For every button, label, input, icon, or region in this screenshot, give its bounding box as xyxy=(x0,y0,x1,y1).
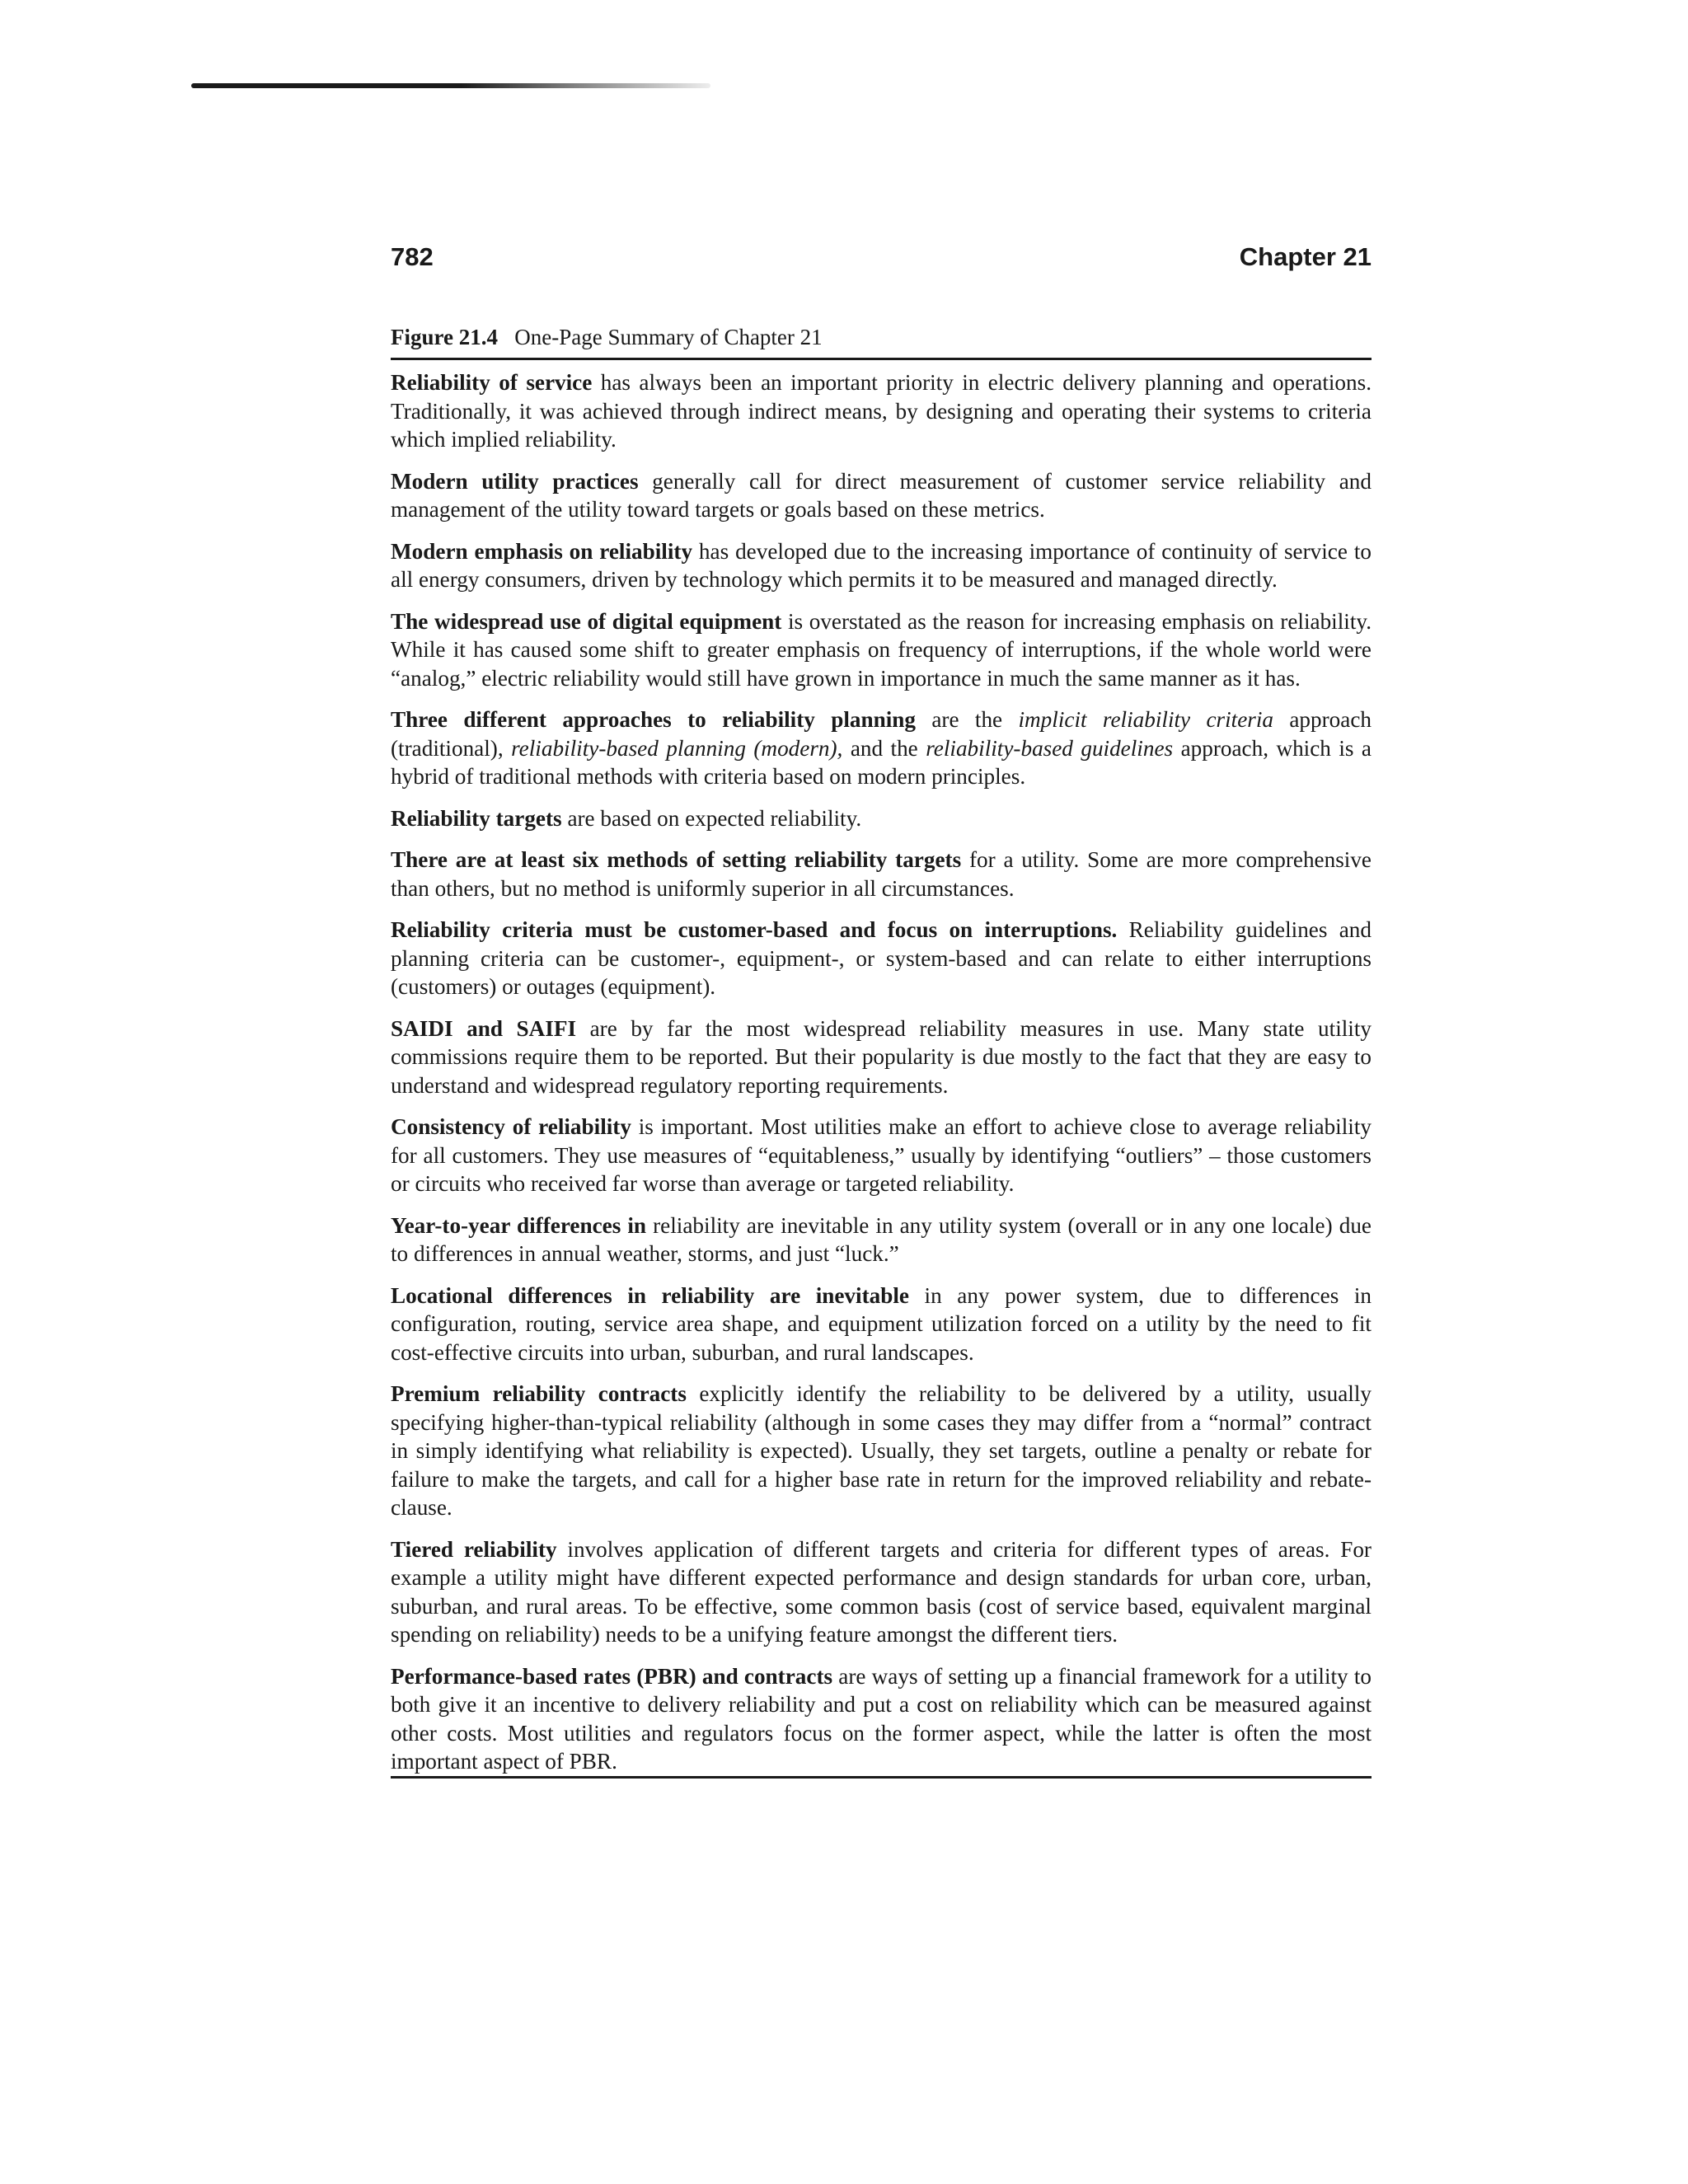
paragraph-lead: Premium reliability contracts xyxy=(391,1381,687,1406)
paragraph-text: are ways of setting up a financial framework for a utility to both give it an incentive to delivery reliability and put a cost on reliability which can be measured against other costs. Most utilities and regulators focus on the former aspect, while the latter is often the most important aspect of PBR. xyxy=(391,1663,1372,1774)
figure-title: One-Page Summary of Chapter 21 xyxy=(514,325,823,349)
paragraph-lead: Performance-based rates (PBR) and contracts xyxy=(391,1663,833,1689)
paragraph-text: explicitly identify the reliability to be delivered by a utility, usually specifying higher-than-typical reliability (although in some cases they may differ from a “normal” contract in simply identifying what reliability is expected). Usually, they set targets, outline a penalty or rebate for failure to make the targets, and call for a higher base rate in return for the improved reliability and rebate-clause. xyxy=(391,1381,1372,1520)
paragraph-lead: Tiered reliability xyxy=(391,1536,557,1562)
summary-paragraph xyxy=(391,1662,1372,1776)
paragraph-text: are based on expected reliability. xyxy=(561,805,862,831)
summary-paragraph xyxy=(391,705,1372,791)
chapter-heading: Chapter 21 xyxy=(1239,242,1372,271)
scan-edge-mark xyxy=(191,83,710,88)
summary-paragraph xyxy=(391,1535,1372,1649)
paragraph-text: approach (traditional), xyxy=(391,707,1372,761)
paragraph-lead: There are at least six methods of setting reliability targets xyxy=(391,847,962,872)
summary-paragraph xyxy=(391,537,1372,594)
paragraph-text: reliability are inevitable in any utility system (overall or in any one locale) due to differences in annual weather, storms, and just “luck.” xyxy=(391,1212,1372,1266)
paragraph-emphasis: implicit reliability criteria xyxy=(1018,707,1274,732)
paragraph-text: are the xyxy=(916,707,1019,732)
summary-paragraph xyxy=(391,1380,1372,1522)
paragraph-lead: Year-to-year differences in xyxy=(391,1212,647,1238)
paragraph-text: for a utility. Some are more comprehensive than others, but no method is uniformly superior in all circumstances. xyxy=(391,847,1372,901)
paragraph-text: and the xyxy=(842,735,926,761)
paragraph-lead: Consistency of reliability xyxy=(391,1114,631,1139)
paragraph-text: generally call for direct measurement of customer service reliability and management of the utility toward targets or goals based on these metrics. xyxy=(391,468,1372,522)
paragraph-lead: Reliability targets xyxy=(391,805,562,831)
paragraph-emphasis: reliability-based planning (modern), xyxy=(511,735,843,761)
caption-spacer xyxy=(504,325,509,349)
paragraph-text: involves application of different targets and criteria for different types of areas. For example a utility might have different expected performance and design standards for urban core, urban, suburban, and rural areas. To be effective, some common basis (cost of service based, equivalent marginal spending on reliability) needs to be a unifying feature amongst the different tiers. xyxy=(391,1536,1372,1647)
paragraph-text: is overstated as the reason for increasing emphasis on reliability. While it has caused some shift to greater emphasis on frequency of interruptions, if the whole world were “analog,” electric reliability would still have grown in importance in much the same manner as it has. xyxy=(391,608,1372,691)
paragraph-text: approach, which is a hybrid of traditional methods with criteria based on modern principles. xyxy=(391,735,1372,789)
summary-paragraph xyxy=(391,368,1372,454)
page-number: 782 xyxy=(391,242,434,271)
summary-paragraph xyxy=(391,846,1372,902)
running-header xyxy=(391,241,1372,274)
summary-paragraph xyxy=(391,1015,1372,1100)
paragraph-lead: SAIDI and SAIFI xyxy=(391,1015,577,1041)
summary-paragraph xyxy=(391,607,1372,693)
paragraph-lead: Modern emphasis on reliability xyxy=(391,538,693,564)
paragraph-text: in any power system, due to differences in configuration, routing, service area shape, and equipment utilization forced on a utility by the need to fit cost-effective circuits into urban, suburban, and rural landscapes. xyxy=(391,1282,1372,1365)
summary-paragraph xyxy=(391,1113,1372,1198)
summary-paragraph xyxy=(391,1212,1372,1268)
paragraph-text: Reliability guidelines and planning criteria can be customer-, equipment-, or system-based and can relate to either interruptions (customers) or outages (equipment). xyxy=(391,917,1372,999)
paragraph-emphasis: reliability-based guidelines xyxy=(926,735,1174,761)
figure-caption xyxy=(391,323,1372,360)
summary-body xyxy=(391,360,1372,1779)
paragraph-lead: Three different approaches to reliability planning xyxy=(391,707,917,732)
paragraph-lead: Reliability criteria must be customer-based and focus on interruptions. xyxy=(391,917,1118,942)
paragraph-text: is important. Most utilities make an effort to achieve close to average reliability for all customers. They use measures of “equitableness,” usually by identifying “outliers” – those customers or circuits who received far worse than average or targeted reliability. xyxy=(391,1114,1372,1196)
figure-label: Figure 21.4 xyxy=(391,325,498,349)
paragraph-lead: The widespread use of digital equipment xyxy=(391,608,782,634)
paragraph-lead: Modern utility practices xyxy=(391,468,639,494)
paragraph-text: has developed due to the increasing importance of continuity of service to all energy consumers, driven by technology which permits it to be measured and managed directly. xyxy=(391,538,1372,592)
summary-paragraph xyxy=(391,804,1372,833)
paragraph-text: has always been an important priority in electric delivery planning and operations. Traditionally, it was achieved through indirect means, by designing and operating their systems to criteria which implied reliability. xyxy=(391,370,1372,452)
summary-paragraph xyxy=(391,1282,1372,1367)
paragraph-lead: Locational differences in reliability are inevitable xyxy=(391,1282,909,1308)
paragraph-lead: Reliability of service xyxy=(391,370,593,395)
summary-paragraph xyxy=(391,467,1372,524)
paragraph-text: are by far the most widespread reliability measures in use. Many state utility commissions require them to be reported. But their popularity is due mostly to the fact that they are easy to understand and widespread regulatory reporting requirements. xyxy=(391,1015,1372,1098)
summary-paragraph xyxy=(391,916,1372,1001)
figure-summary-box xyxy=(391,323,1372,1779)
